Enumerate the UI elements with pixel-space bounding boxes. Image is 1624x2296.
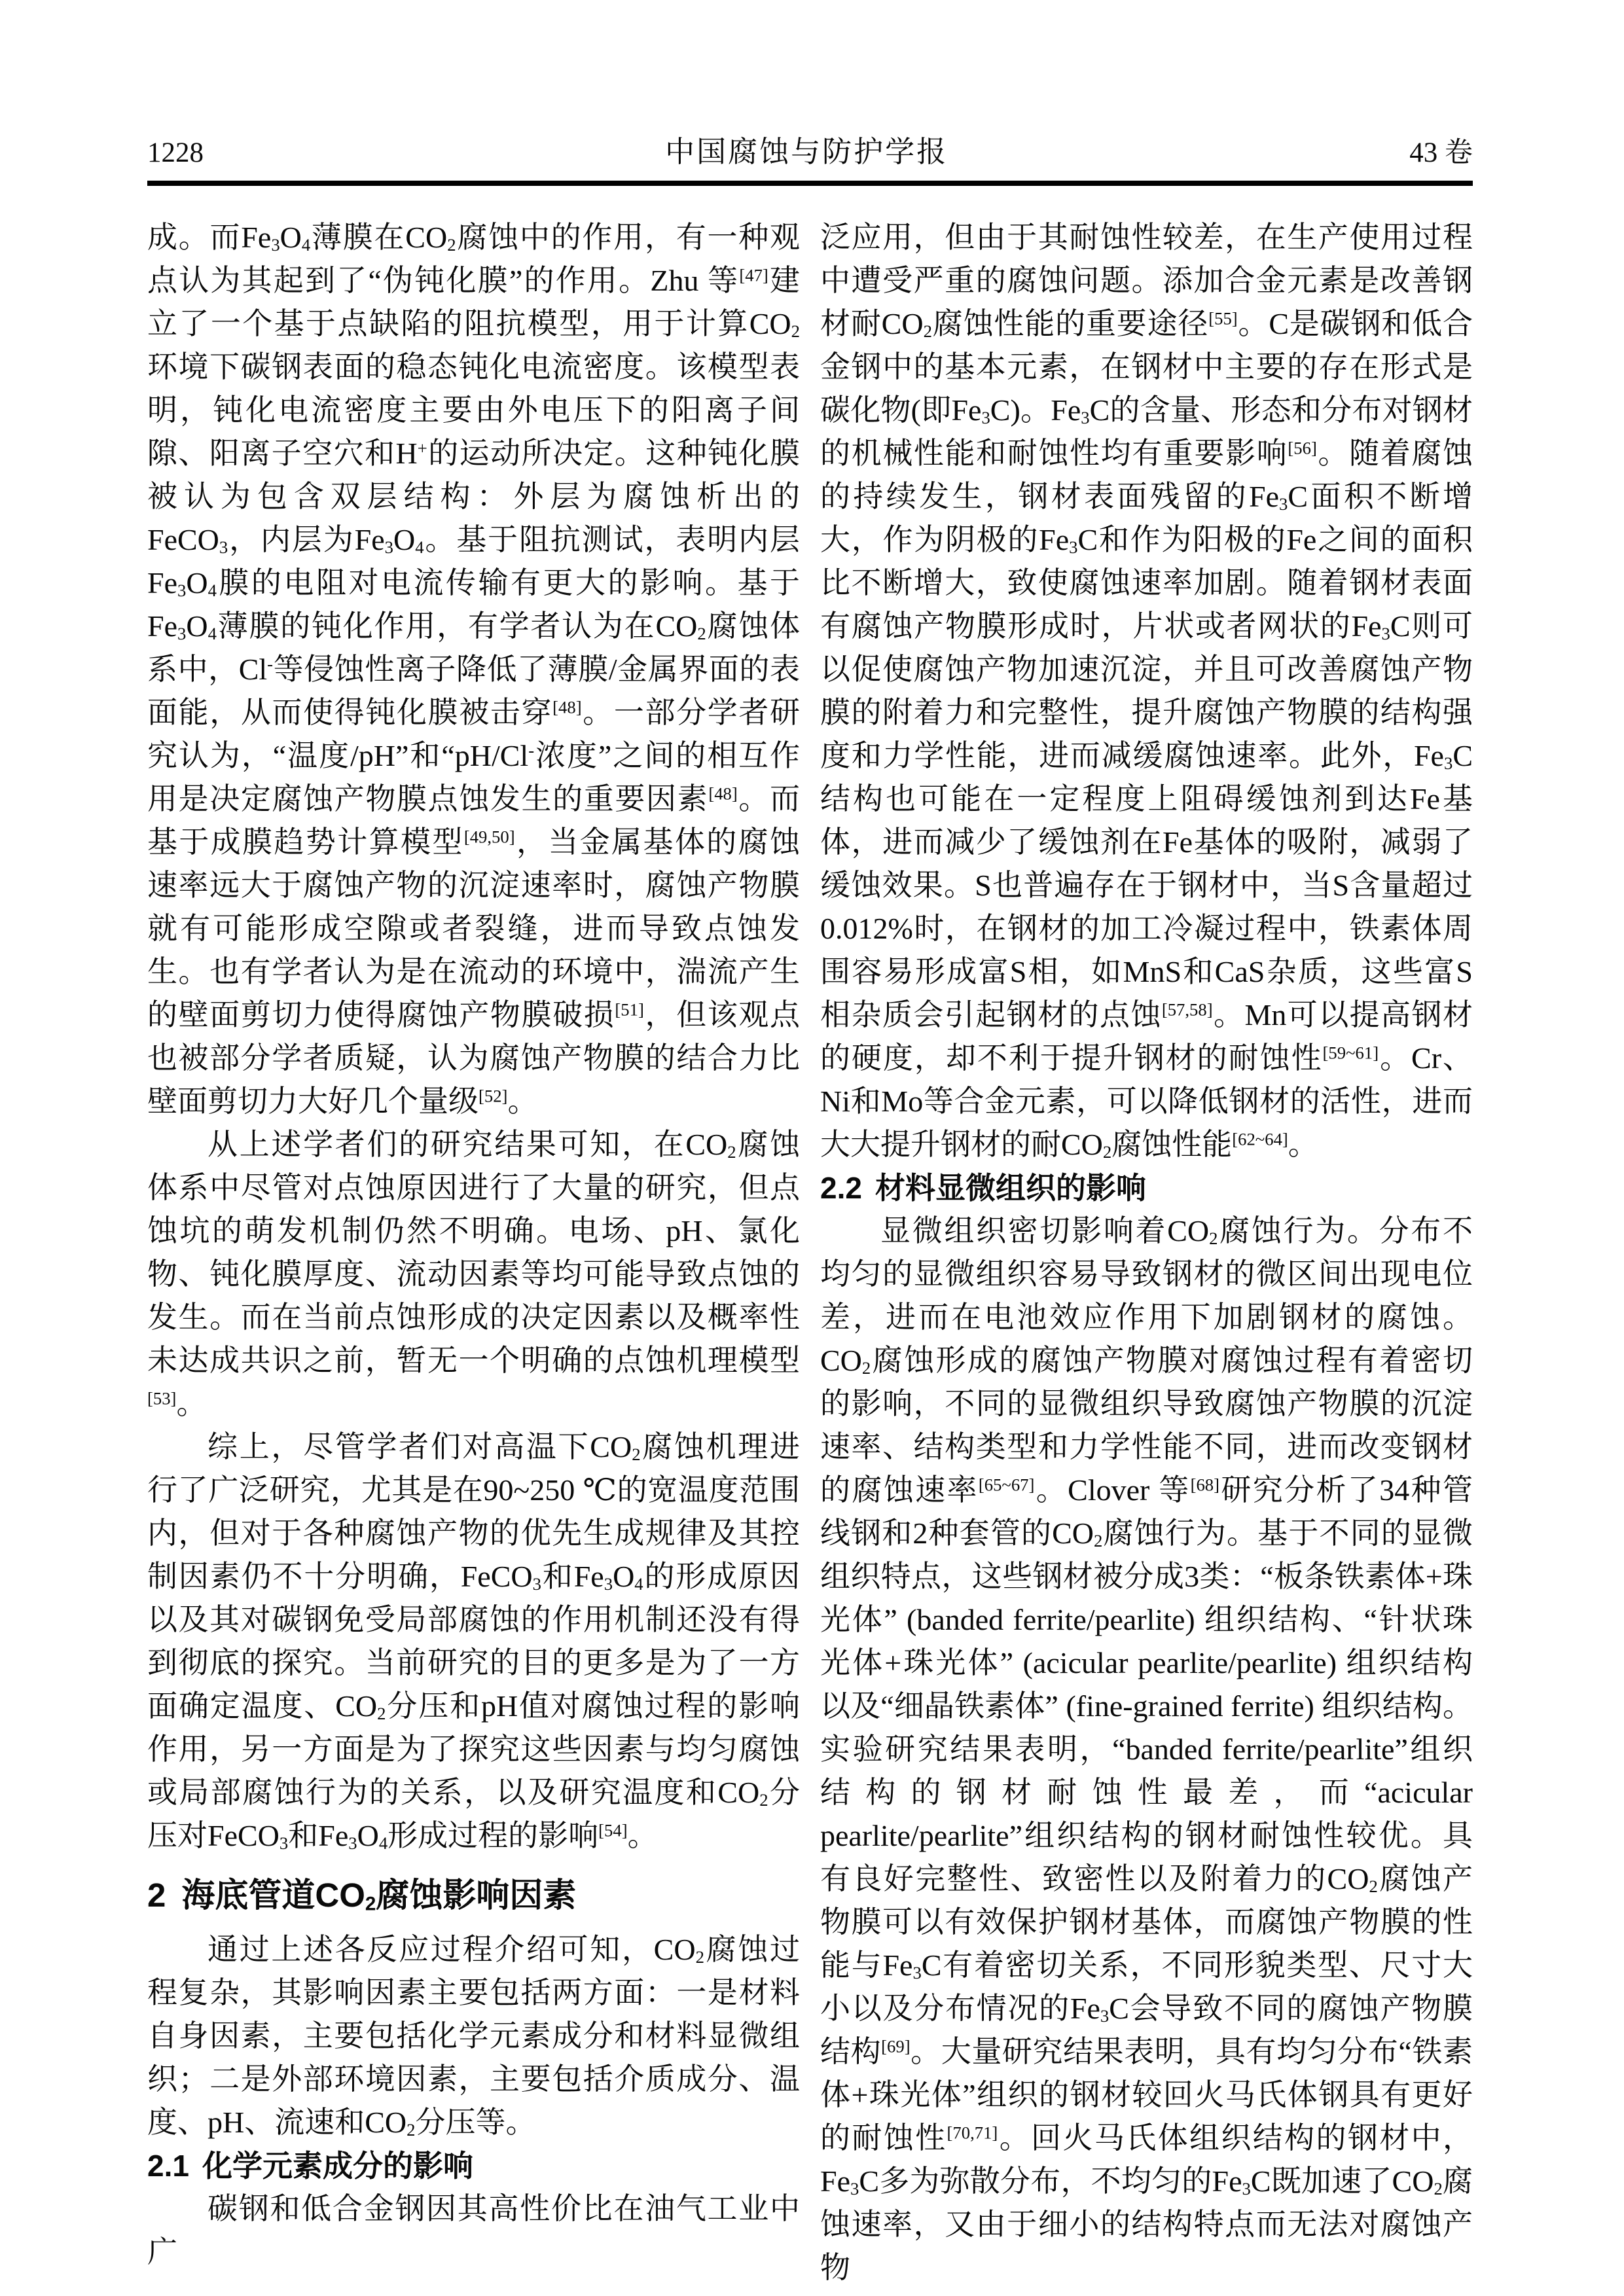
journal-title: 中国腐蚀与防护学报 bbox=[665, 135, 948, 168]
heading-number: 2.1 bbox=[147, 2149, 189, 2183]
paragraph: 综上，尽管学者们对高温下$CO_2$腐蚀机理进行了广泛研究，尤其是在90~250 ℃的宽温度范围内，但对于各种腐蚀产物的优先生成规律及其控制因素仍不十分明确，FeCO$_3$和$Fe_3O_4$的形成原因以及其对碳钢免受局部腐蚀的作用机制还没有得到彻底的探究。当前研究的目的更多是为了一方面确定温度、$CO_2$分压和pH值对腐蚀过程的影响作用，另一方面是为了探究这些因素与均匀腐蚀或局部腐蚀行为的关系，以及研究温度和$CO_2$分压对FeCO$_3$和$Fe_3O_4$形成过程的影响[54]。 bbox=[147, 1430, 801, 1853]
header-rule bbox=[147, 181, 1473, 186]
heading-number: 2.2 bbox=[820, 1171, 862, 1205]
paragraph: 显微组织密切影响着$CO_2$腐蚀行为。分布不均匀的显微组织容易导致钢材的微区间出现电位差，进而在电池效应作用下加剧钢材的腐蚀。$CO_2$腐蚀形成的腐蚀产物膜对腐蚀过程有着密切的影响，不同的显微组织导致腐蚀产物膜的沉淀速率、结构类型和力学性能不同，进而改变钢材的腐蚀速率[65~67]。Clover 等[68]研究分析了34种管线钢和2种套管的$CO_2$腐蚀行为。基于不同的显微组织特点，这些钢材被分成3类：“板条铁素体+珠光体” (banded ferrite/pearlite) 组织结构、“针状珠光体+珠光体” (acicular pearlite/pearlite) 组织结构以及“细晶铁素体” (fine-grained ferrite) 组织结构。实验研究结果表明，“banded ferrite/pearlite”组织结构的钢材耐蚀性最差，而“acicular pearlite/pearlite”组织结构的钢材耐蚀性较优。具有良好完整性、致密性以及附着力的$CO_2$腐蚀产物膜可以有效保护钢材基体，而腐蚀产物膜的性能与$Fe_3C$有着密切关系，不同形貌类型、尺寸大小以及分布情况的$Fe_3C$会导致不同的腐蚀产物膜结构[69]。大量研究结果表明，具有均匀分布“铁素体+珠光体”组织的钢材较回火马氏体钢具有更好的耐蚀性[70,71]。回火马氏体组织结构的钢材中，$Fe_3C$多为弥散分布，不均匀的$Fe_3C$既加速了$CO_2$腐蚀速率，又由于细小的结构特点而无法对腐蚀产物 bbox=[820, 1214, 1473, 2284]
page-header bbox=[147, 134, 1473, 171]
paragraph: 碳钢和低合金钢因其高性价比在油气工业中广 bbox=[147, 2192, 800, 2269]
right-column bbox=[820, 216, 1473, 2289]
subsection-heading bbox=[820, 1166, 1473, 1210]
volume-label: 43 卷 bbox=[1409, 137, 1473, 168]
paragraph: 通过上述各反应过程介绍可知，$CO_2$腐蚀过程复杂，其影响因素主要包括两方面：一是材料自身因素，主要包括化学元素成分和材料显微组织；二是外部环境因素，主要包括介质成分、温度、pH、流速和$CO_2$分压等。 bbox=[147, 1933, 800, 2140]
paragraph: 泛应用，但由于其耐蚀性较差，在生产使用过程中遭受严重的腐蚀问题。添加合金元素是改善钢材耐$CO_2$腐蚀性能的重要途径[55]。C是碳钢和低合金钢中的基本元素，在钢材中主要的存在形式是碳化物(即$Fe_3C$)。$Fe_3C$的含量、形态和分布对钢材的机械性能和耐蚀性均有重要影响[56]。随着腐蚀的持续发生，钢材表面残留的$Fe_3C$面积不断增大，作为阴极的$Fe_3C$和作为阳极的Fe之间的面积比不断增大，致使腐蚀速率加剧。随着钢材表面有腐蚀产物膜形成时，片状或者网状的$Fe_3C$则可以促使腐蚀产物加速沉淀，并且可改善腐蚀产物膜的附着力和完整性，提升腐蚀产物膜的结构强度和力学性能，进而减缓腐蚀速率。此外，$Fe_3C$结构也可能在一定程度上阻碍缓蚀剂到达Fe基体，进而减少了缓蚀剂在Fe基体的吸附，减弱了缓蚀效果。S也普遍存在于钢材中，当S含量超过0.012%时，在钢材的加工冷凝过程中，铁素体周围容易形成富S相，如MnS和CaS杂质，这些富S相杂质会引起钢材的点蚀[57,58]。Mn可以提高钢材的硬度，却不利于提升钢材的耐蚀性[59~61]。Cr、Ni和Mo等合金元素，可以降低钢材的活性，进而大大提升钢材的耐$CO_2$腐蚀性能[62~64]。 bbox=[820, 221, 1473, 1162]
subsection-heading bbox=[147, 2144, 800, 2187]
paragraph: 成。而$Fe_3O_4$薄膜在$CO_2$腐蚀中的作用，有一种观点认为其起到了“伪钝化膜”的作用。Zhu 等[47]建立了一个基于点缺陷的阻抗模型，用于计算$CO_2$环境下碳钢表面的稳态钝化电流密度。该模型表明，钝化电流密度主要由外电压下的阳离子间隙、阳离子空穴和H+的运动所决定。这种钝化膜被认为包含双层结构：外层为腐蚀析出的FeCO$_3$，内层为$Fe_3O_4$。基于阻抗测试，表明内层$Fe_3O_4$膜的电阻对电流传输有更大的影响。基于$Fe_3O_4$薄膜的钝化作用，有学者认为在$CO_2$腐蚀体系中，Cl-等侵蚀性离子降低了薄膜/金属界面的表面能，从而使得钝化膜被击穿[48]。一部分学者研究认为，“温度/pH”和“pH/Cl-浓度”之间的相互作用是决定腐蚀产物膜点蚀发生的重要因素[48]。而基于成膜趋势计算模型[49,50]，当金属基体的腐蚀速率远大于腐蚀产物的沉淀速率时，腐蚀产物膜就有可能形成空隙或者裂缝，进而导致点蚀发生。也有学者认为是在流动的环境中，湍流产生的壁面剪切力使得腐蚀产物膜破损[51]，但该观点也被部分学者质疑，认为腐蚀产物膜的结合力比壁面剪切力大好几个量级[52]。 bbox=[147, 221, 801, 1118]
heading-title: 化学元素成分的影响 bbox=[202, 2149, 473, 2183]
two-column-body bbox=[147, 216, 1473, 2289]
page-number: 1228 bbox=[147, 137, 204, 168]
section-heading bbox=[147, 1874, 800, 1916]
left-column bbox=[147, 216, 800, 2289]
heading-title: 材料显微组织的影响 bbox=[875, 1171, 1146, 1205]
heading-title: 海底管道$CO_2$腐蚀影响因素 bbox=[181, 1876, 577, 1915]
heading-number: 2 bbox=[147, 1876, 166, 1914]
paragraph: 从上述学者们的研究结果可知，在$CO_2$腐蚀体系中尽管对点蚀原因进行了大量的研究，但点蚀坑的萌发机制仍然不明确。电场、pH、氯化物、钝化膜厚度、流动因素等均可能导致点蚀的发生。而在当前点蚀形成的决定因素以及概率性未达成共识之前，暂无一个明确的点蚀机理模型[53]。 bbox=[147, 1128, 801, 1420]
